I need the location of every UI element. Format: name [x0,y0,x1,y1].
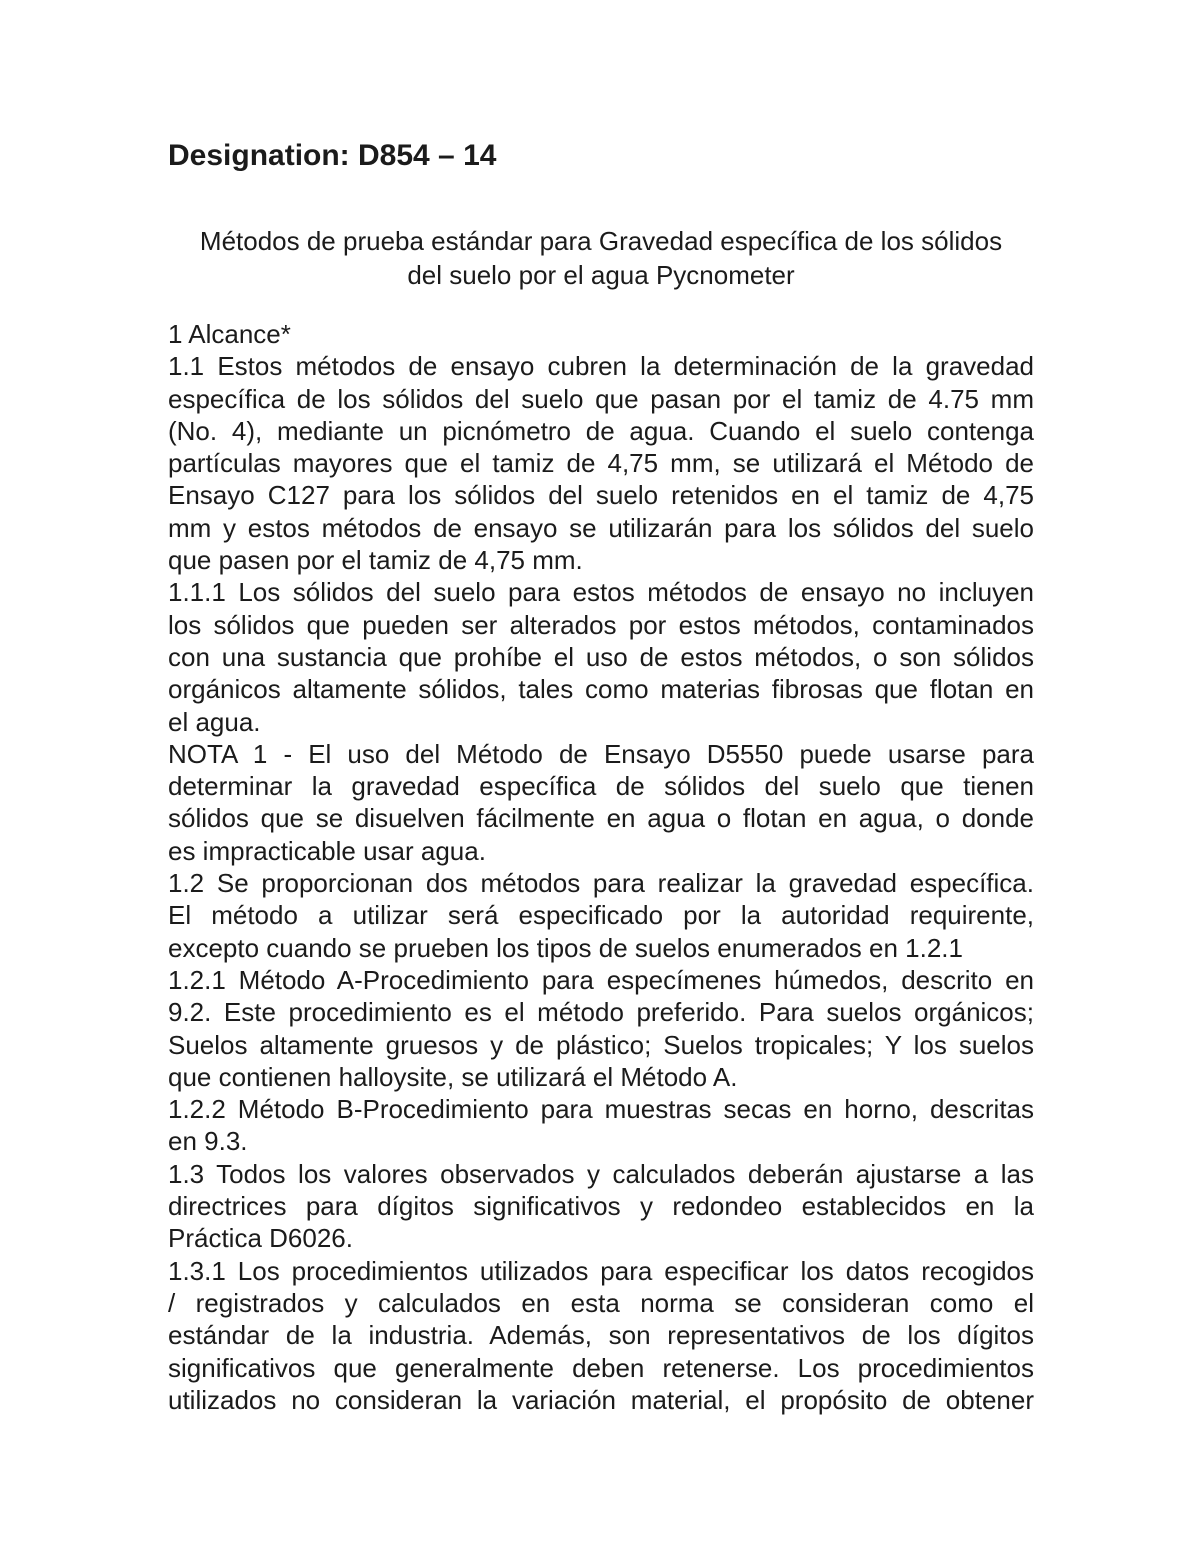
text-line: 1.1 Estos métodos de ensayo cubren la determinación de la gravedad [168,351,1034,382]
title-line: del suelo por el agua Pycnometer [407,260,795,290]
document-title [168,224,1034,292]
text-line: 1.2 Se proporcionan dos métodos para realizar la gravedad específica. [168,868,1034,899]
text-line: 1.2.2 Método B-Procedimiento para muestras secas en horno, descritas [168,1094,1034,1125]
text-line: que pasen por el tamiz de 4,75 mm. [168,545,583,576]
text-line: específica de los sólidos del suelo que pasan por el tamiz de 4.75 mm [168,383,1034,414]
paragraph-1-2-1 [168,964,1034,1093]
text-line: Suelos altamente gruesos y de plástico; Suelos tropicales; Y los suelos [168,1029,1034,1060]
text-line: excepto cuando se prueben los tipos de suelos enumerados en 1.2.1 [168,932,963,963]
text-line: los sólidos que pueden ser alterados por estos métodos, contaminados [168,609,1034,640]
text-line: directrices para dígitos significativos y redondeo establecidos en la [168,1191,1034,1222]
text-line: 1.2.1 Método A-Procedimiento para especímenes húmedos, descrito en [168,964,1034,995]
text-line: partículas mayores que el tamiz de 4,75 mm, se utilizará el Método de [168,448,1034,479]
paragraph-1-2 [168,867,1034,964]
text-line: significativos que generalmente deben retenerse. Los procedimientos [168,1352,1034,1383]
text-line: utilizados no consideran la variación material, el propósito de obtener [168,1384,1034,1415]
text-line: 9.2. Este procedimiento es el método preferido. Para suelos orgánicos; [168,997,1034,1028]
text-line: sólidos que se disuelven fácilmente en agua o flotan en agua, o donde [168,803,1034,834]
note-1 [168,738,1034,867]
paragraph-1-3 [168,1158,1034,1255]
text-line: Ensayo C127 para los sólidos del suelo retenidos en el tamiz de 4,75 [168,480,1034,511]
text-line: 1.1.1 Los sólidos del suelo para estos métodos de ensayo no incluyen [168,577,1034,608]
paragraph-1-1 [168,350,1034,576]
section-heading-alcance [168,318,1034,350]
text-line: con una sustancia que prohíbe el uso de estos métodos, o son sólidos [168,641,1034,672]
text-line: 1.3.1 Los procedimientos utilizados para especificar los datos recogidos [168,1255,1034,1286]
text-line: es impracticable usar agua. [168,835,486,866]
text-line: (No. 4), mediante un picnómetro de agua. Cuando el suelo contenga [168,415,1034,446]
paragraph-1-3-1 [168,1255,1034,1416]
title-line: Métodos de prueba estándar para Gravedad específica de los sólidos [199,226,1003,256]
paragraph-1-2-2 [168,1093,1034,1158]
paragraph-1-1-1 [168,576,1034,737]
text-line: que contienen halloysite, se utilizará el Método A. [168,1061,738,1092]
text-line: en 9.3. [168,1126,248,1157]
text-line: 1.3 Todos los valores observados y calculados deberán ajustarse a las [168,1158,1034,1189]
text-line: el agua. [168,706,261,737]
text-line: Práctica D6026. [168,1223,353,1254]
text-line: orgánicos altamente sólidos, tales como materias fibrosas que flotan en [168,674,1034,705]
text-line: determinar la gravedad específica de sólidos del suelo que tienen [168,771,1034,802]
text-line: 1 Alcance* [168,319,291,349]
text-line: El método a utilizar será especificado por la autoridad requirente, [168,900,1034,931]
text-line: mm y estos métodos de ensayo se utilizarán para los sólidos del suelo [168,512,1034,543]
text-line: / registrados y calculados en esta norma se consideran como el [168,1287,1034,1318]
text-line: NOTA 1 - El uso del Método de Ensayo D5550 puede usarse para [168,738,1034,769]
document-body [168,318,1034,1416]
designation-heading: Designation: D854 – 14 [168,139,497,172]
text-line: estándar de la industria. Además, son representativos de los dígitos [168,1320,1034,1351]
